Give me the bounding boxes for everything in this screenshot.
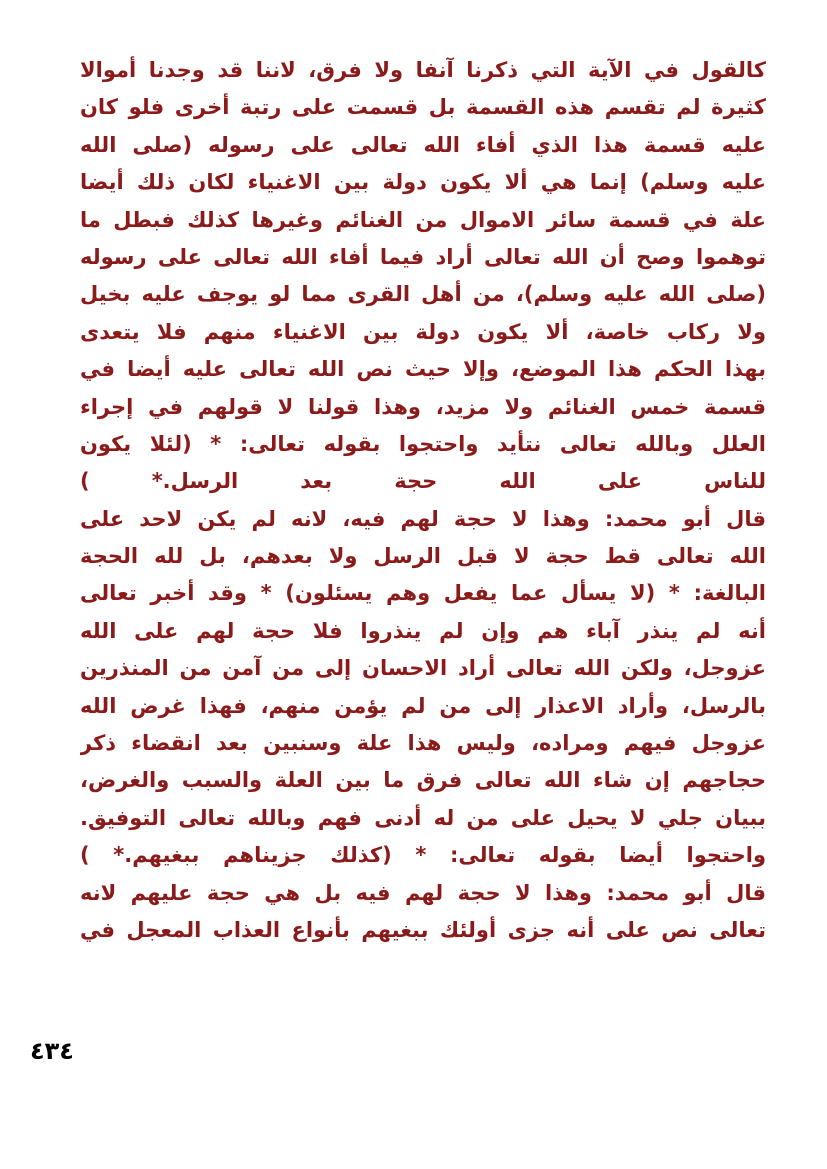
text-line: عزوجل، ولكن الله تعالى أراد الاحسان إلى من آمن من المنذرين [80,656,766,681]
page-number: ٤٣٤ [30,1037,74,1065]
text-line: العلل وبالله تعالى نتأيد واحتجوا بقوله تعالى: * (لئلا يكون [80,431,766,456]
text-line: (صلى الله عليه وسلم)، من أهل القرى مما لو يوجف عليه بخيل [80,282,766,307]
text-line: قال أبو محمد: وهذا لا حجة لهم فيه، لانه لم يكن لاحد على [80,506,766,531]
text-line: البالغة: * (لا يسأل عما يفعل وهم يسئلون) * وقد أخبر تعالى [80,581,766,606]
text-line: قسمة خمس الغنائم ولا مزيد، وهذا قولنا لا قولهم في إجراء [80,394,766,419]
text-line: كثيرة لم تقسم هذه القسمة بل قسمت على رتبة أخرى فلو كان [80,95,766,120]
text-line: قال أبو محمد: وهذا لا حجة لهم فيه بل هي حجة عليهم لانه [80,880,766,905]
text-line: حجاجهم إن شاء الله تعالى فرق ما بين العلة والسبب والغرض، [80,768,766,793]
text-line: الله تعالى قط حجة لا قبل الرسل ولا بعدهم، بل لله الحجة [80,544,766,569]
text-line: بهذا الحكم هذا الموضع، وإلا حيث نص الله تعالى عليه أيضا في [80,357,766,382]
text-line: واحتجوا أيضا بقوله تعالى: * (كذلك جزيناهم ببغيهم.* ) [80,843,766,868]
text-line: ببيان جلي لا يحيل على من له أدنى فهم وبالله تعالى التوفيق. [80,805,766,830]
text-line: عزوجل فيهم ومراده، وليس هذا علة وسنبين بعد انقضاء ذكر [80,731,766,756]
text-line: للناس على الله حجة بعد الرسل.* ) [80,469,766,494]
text-line: بالرسل، وأراد الاعذار إلى من لم يؤمن منهم، فهذا غرض الله [80,693,766,718]
text-line: عليه قسمة هذا الذي أفاء الله تعالى على رسوله (صلى الله [80,132,766,157]
text-line: عليه وسلم) إنما هي ألا يكون دولة بين الاغنياء لكان ذلك أيضا [80,170,766,195]
text-line: علة في قسمة سائر الاموال من الغنائم وغيرها كذلك فبطل ما [80,207,766,232]
text-line: كالقول في الآية التي ذكرنا آنفا ولا فرق، لاننا قد وجدنا أموالا [80,58,766,82]
text-line: أنه لم ينذر آباء هم وإن لم ينذروا فلا حجة لهم على الله [80,618,766,643]
text-line: توهموا وصح أن الله تعالى أراد فيما أفاء الله تعالى على رسوله [80,244,766,269]
text-line: تعالى نص على أنه جزى أولئك ببغيهم بأنواع العذاب المعجل في [80,917,766,942]
body-text [80,52,766,949]
text-line: ولا ركاب خاصة، ألا يكون دولة بين الاغنياء منهم فلا يتعدى [80,319,766,344]
